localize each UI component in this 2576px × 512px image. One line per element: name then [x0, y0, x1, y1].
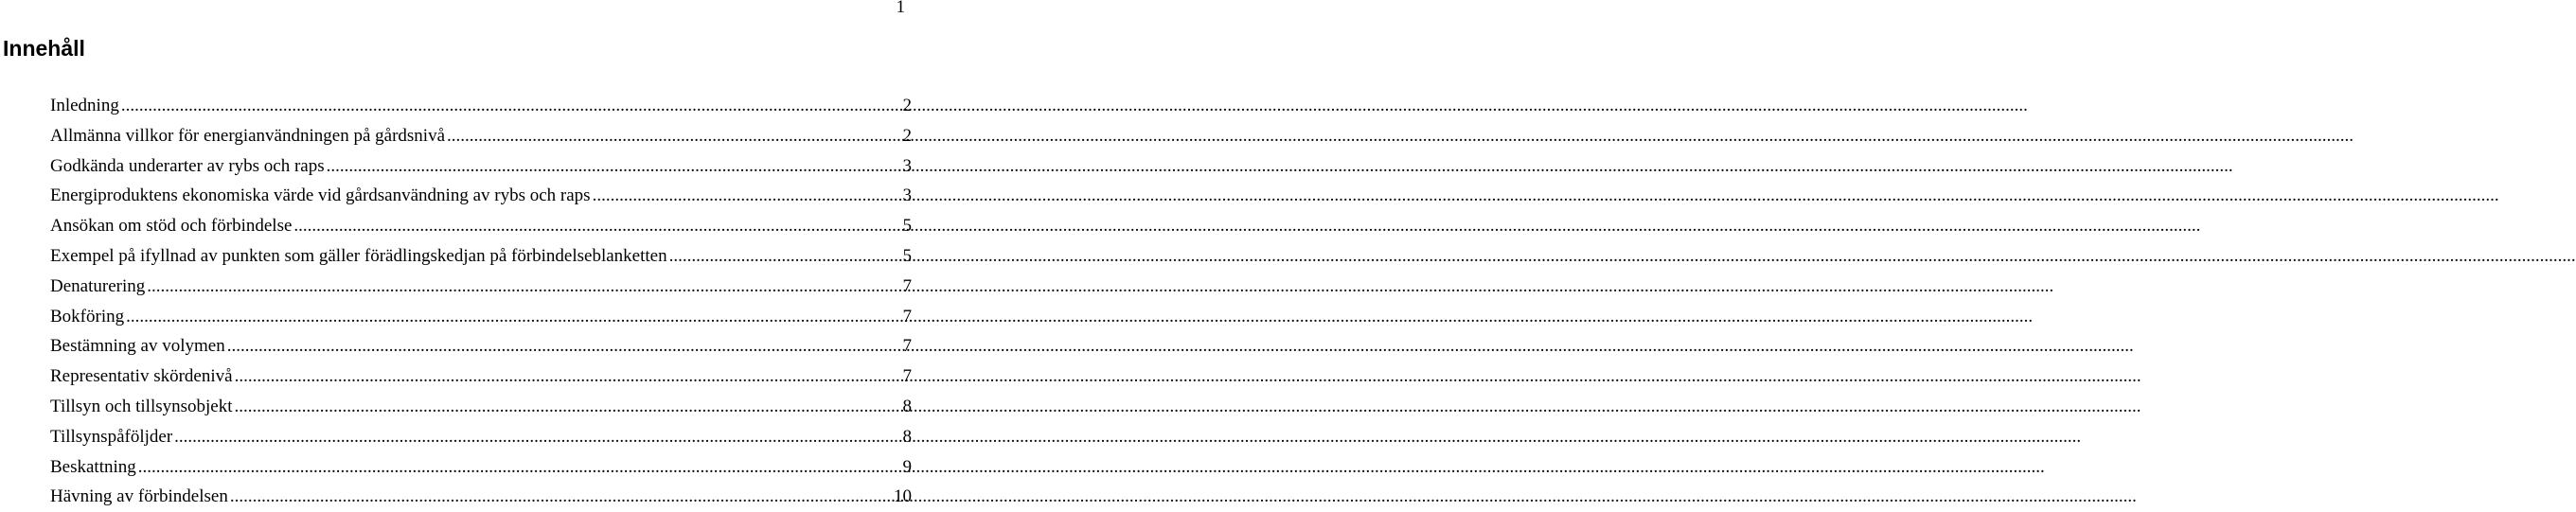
toc-leader-dots: [327, 151, 899, 182]
toc-entry-title: Tillsynspåföljder: [50, 426, 173, 447]
toc-entry-title: Ansökan om stöd och förbindelse: [50, 216, 293, 237]
toc-entry-page: 9: [902, 456, 912, 477]
page-number: 1: [896, 0, 905, 17]
toc-entry[interactable]: [50, 181, 912, 211]
toc-entry[interactable]: [50, 272, 912, 302]
toc-entry-title: Godkända underarter av rybs och raps: [50, 155, 325, 176]
toc-entry-page: 5: [902, 216, 912, 237]
toc-entry-title: Exempel på ifyllnad av punkten som gäller förädlingskedjan på förbindelseblanketten: [50, 245, 667, 266]
toc-entry-page: 2: [902, 96, 912, 115]
toc-entry-page: 3: [902, 185, 912, 206]
toc-entry-page: 7: [902, 306, 912, 327]
toc-leader-dots: [235, 392, 899, 422]
toc-entry[interactable]: [50, 452, 912, 483]
toc-entry[interactable]: [50, 331, 912, 362]
toc-entry-page: 2: [902, 125, 912, 146]
toc-entry-title: Denaturering: [50, 275, 146, 296]
toc-leader-dots: [593, 181, 899, 211]
toc-leader-dots: [147, 272, 898, 302]
toc-entry-title: Representativ skördenivå: [50, 366, 233, 387]
toc-entry-page: 7: [902, 366, 912, 387]
toc-entry[interactable]: [50, 362, 912, 392]
toc-entry-title: Tillsyn och tillsynsobjekt: [50, 396, 233, 416]
toc-leader-dots: [121, 91, 899, 121]
toc-entry-page: 3: [902, 155, 912, 176]
toc-entry-title: Allmänna villkor för energianvändningen på gårdsnivå: [50, 125, 445, 146]
toc-leader-dots: [669, 241, 899, 272]
toc-leader-dots: [235, 362, 899, 392]
toc-entry-title: Beskattning: [50, 456, 136, 477]
toc-leader-dots: [227, 331, 899, 362]
toc-entry-page: 8: [902, 396, 912, 416]
toc-entry[interactable]: [50, 91, 912, 121]
toc-entry[interactable]: [50, 302, 912, 332]
toc-entry[interactable]: [50, 241, 912, 272]
toc-entry-title: Hävning av förbindelsen: [50, 486, 228, 507]
toc-entry[interactable]: [50, 482, 912, 512]
toc-entry[interactable]: [50, 121, 912, 151]
toc-entry[interactable]: [50, 392, 912, 422]
toc-entry-title: Energiproduktens ekonomiska värde vid gårdsanvändning av rybs och raps: [50, 185, 591, 206]
toc-entry-page: 7: [902, 275, 912, 296]
toc-entry[interactable]: [50, 422, 912, 452]
toc-entry-page: 10: [894, 486, 912, 507]
toc-leader-dots: [293, 211, 898, 241]
toc-entry-title: Inledning: [50, 96, 119, 115]
toc-leader-dots: [174, 422, 898, 452]
toc-leader-dots: [138, 452, 899, 483]
toc-entry-page: 8: [902, 426, 912, 447]
toc-entry[interactable]: [50, 211, 912, 241]
toc-leader-dots: [126, 302, 898, 332]
toc-entry-page: 5: [902, 245, 912, 266]
toc-leader-dots: [447, 121, 899, 151]
toc-heading: Innehåll: [3, 36, 85, 61]
toc-entry-page: 7: [902, 336, 912, 357]
toc-list: [50, 91, 912, 512]
toc-leader-dots: [230, 482, 890, 512]
toc-entry-title: Bestämning av volymen: [50, 336, 225, 357]
toc-entry-title: Bokföring: [50, 306, 125, 327]
toc-entry[interactable]: [50, 151, 912, 182]
